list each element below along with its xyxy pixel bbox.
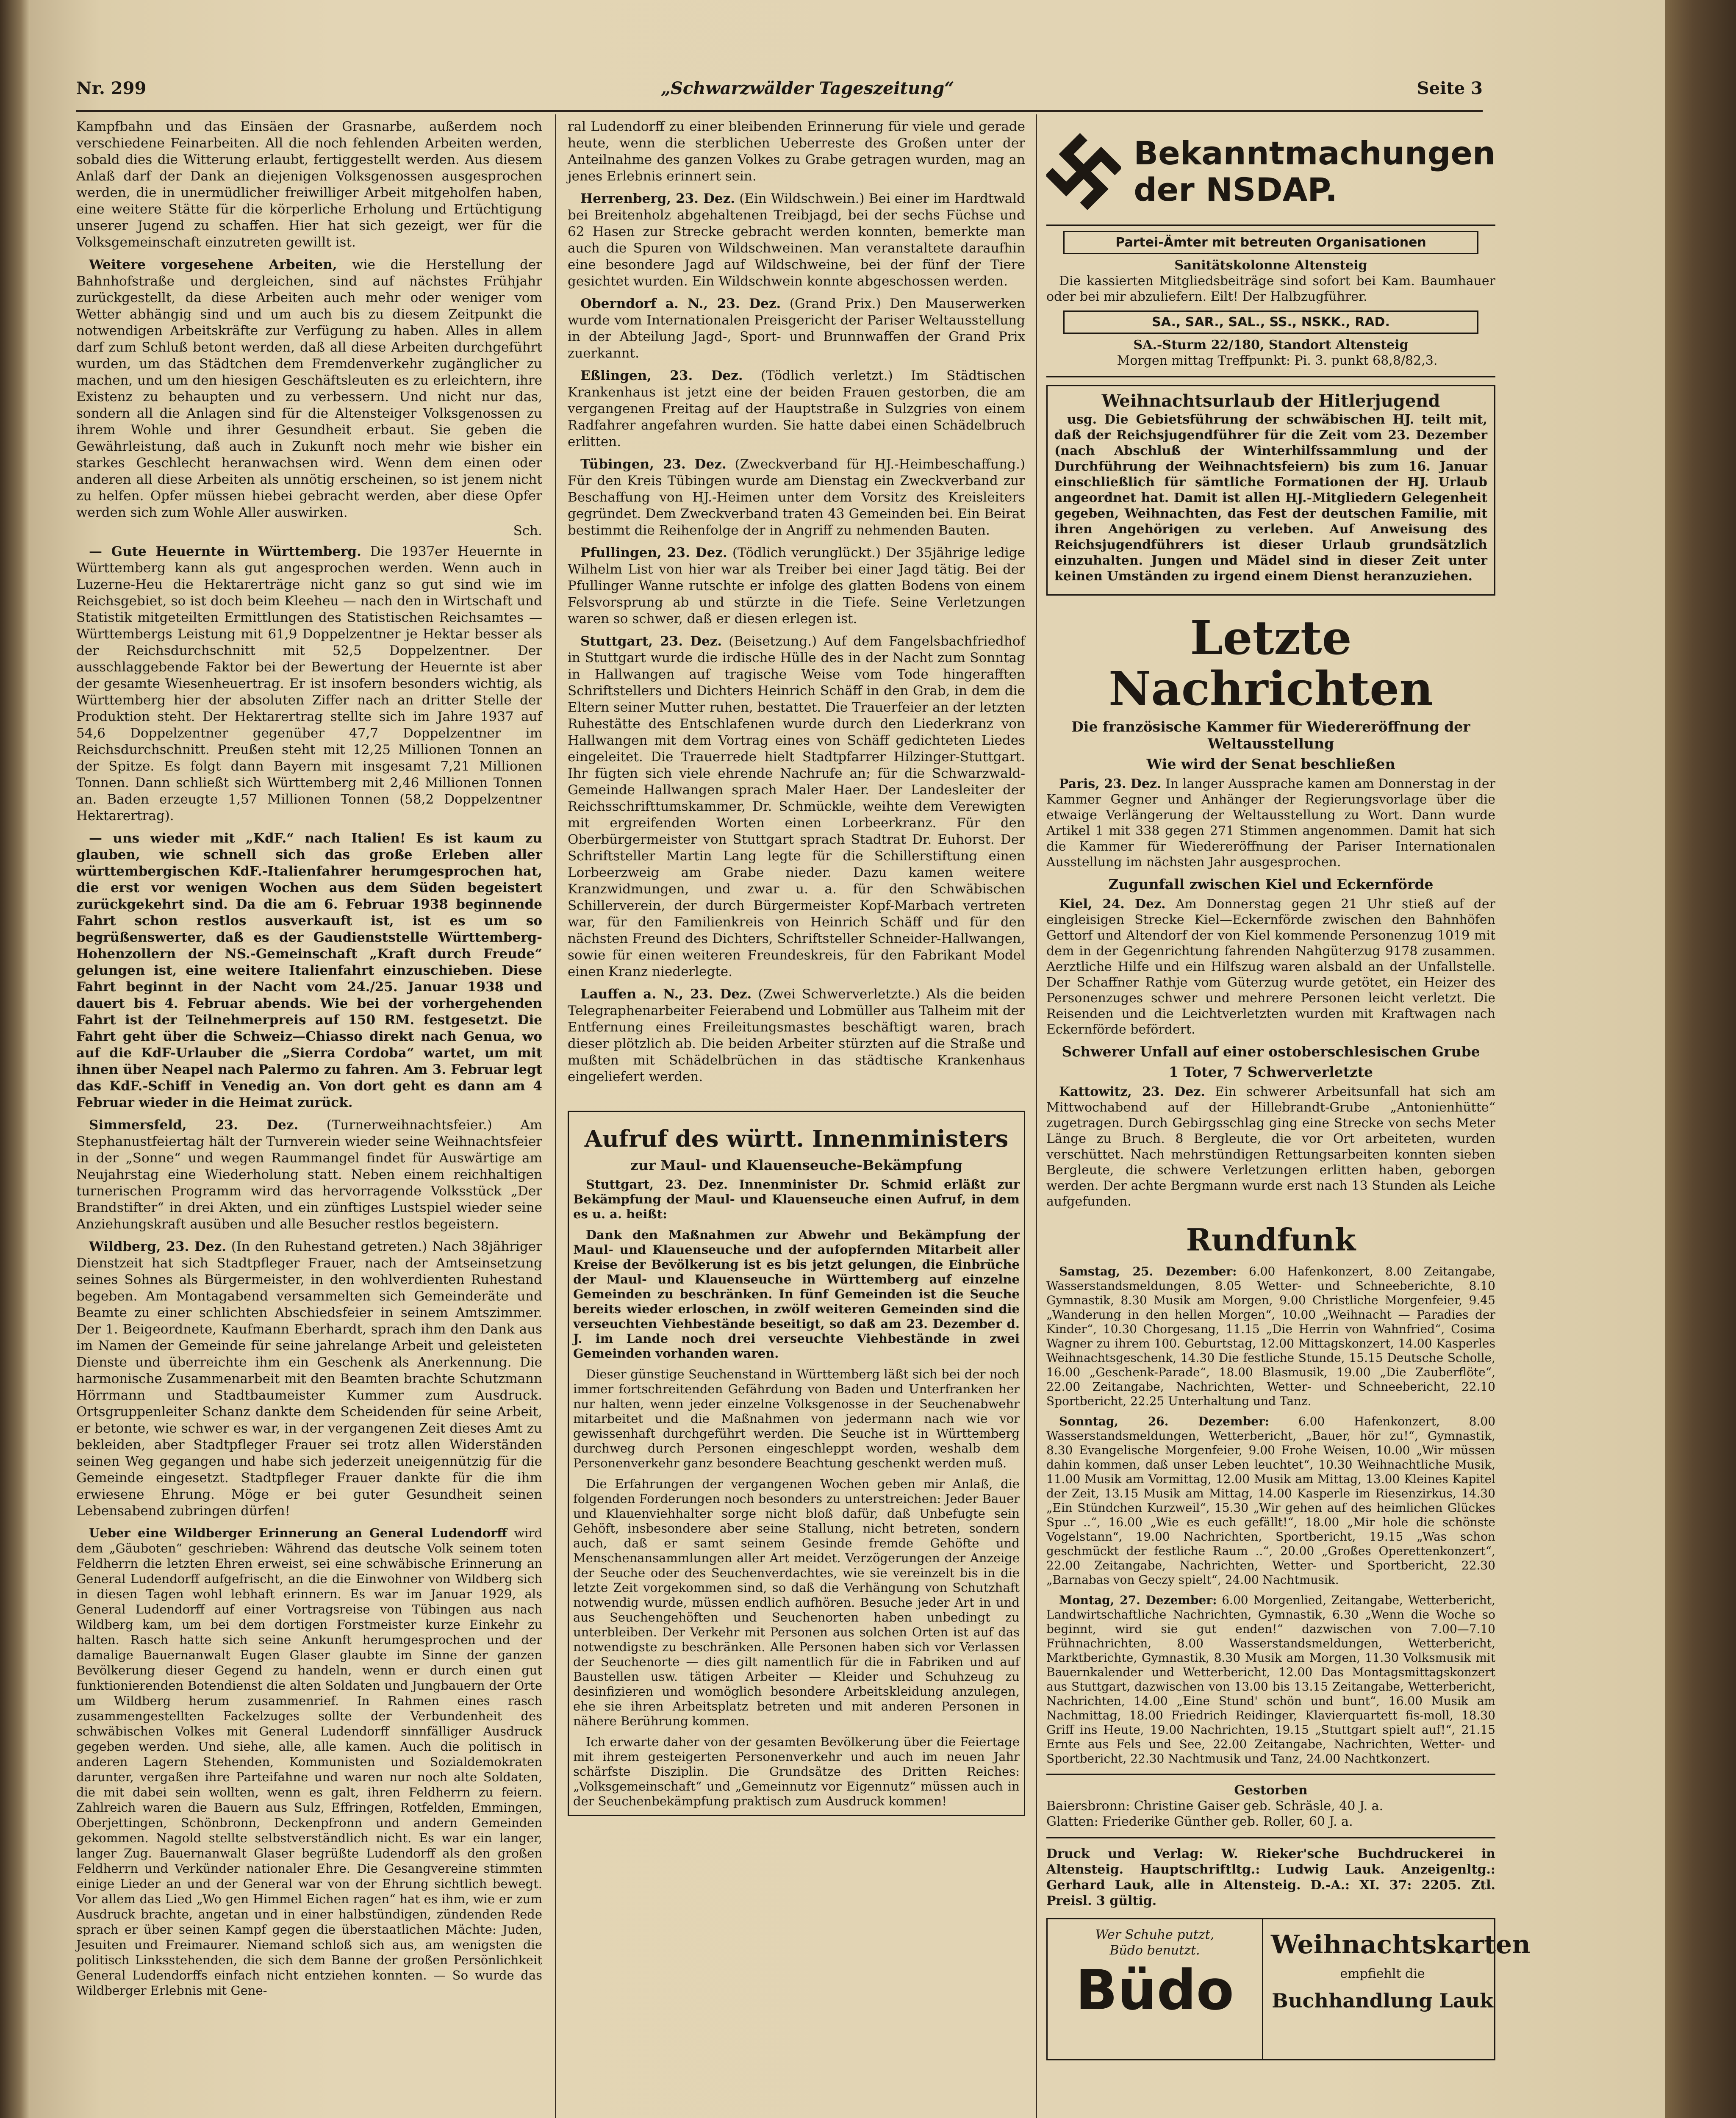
ad-shop: Buchhandlung Lauk: [1272, 1989, 1493, 2012]
sa-label: SA., SAR., SAL., SS., NSKK., RAD.: [1063, 310, 1478, 334]
article-paragraph: [76, 543, 542, 824]
nsdap-header: [1046, 119, 1495, 226]
partei-label: Partei-Ämter mit betreuten Organisationen: [1063, 231, 1478, 254]
page-edge: [1665, 0, 1736, 2118]
article-lead: Eßlingen, 23. Dez.: [580, 368, 743, 383]
article-lead: Weitere vorgesehene Arbeiten,: [89, 257, 337, 272]
notice-text: usg. Die Gebietsführung der schwäbischen HJ. teilt mit, daß der Reichsjugendführer für die Zeit vom 23. Dezember (nach Abschluß der Winterhilfssammlung und der Durchführung der Weihnachtsfeiern) bis zum 16. Januar einschließlich für sämtliche Formationen der HJ. Urlaub angeordnet hat. Damit ist allen HJ.-Mitgliedern Gelegenheit gegeben, Weihnachten, das Fest der deutschen Familie, mit ihren Angehörigen zu verleben. Auf Anweisung des Reichsjugendführers ist dieser Urlaub grundsätzlich einzuhalten. Jungen und Mädel sind in dieser Zeit unter keinen Umständen zu irgend einem Dienst heranzuziehen.: [1054, 412, 1487, 584]
news-subhead: Wie wird der Senat beschließen: [1146, 756, 1395, 772]
article-paragraph: [76, 1117, 542, 1233]
budo-advert: [1048, 1919, 1263, 2059]
weihnachtskarten-advert: [1271, 1919, 1531, 2059]
article-lead: Lauffen a. N., 23. Dez.: [580, 987, 752, 1002]
column-3: [1046, 119, 1531, 2060]
top-rule: [76, 110, 1483, 112]
article-paragraph: [1046, 776, 1495, 870]
emblem-icon: [1046, 131, 1121, 212]
article-paragraph: [568, 633, 1025, 980]
article-paragraph: [568, 986, 1025, 1085]
ad-text: empfiehlt die: [1340, 1966, 1425, 1981]
article-text: Ein schwerer Arbeitsunfall hat sich am Mittwochabend auf der Hillebrandt-Grube „Antonienhütte“ zugetragen. Durch Gebirgsschlag ging eine Strecke von sechs Meter Länge zu Bruch. 8 Bergleute, die vor Ort arbeiteten, wurden verschüttet. Nach mehrstündigen Rettungsarbeiten konnten sieben Bergleute, die schwere Verletzungen erlitten haben, geborgen werden. Der achte Bergmann wurde erst nach 13 Stunden als Leiche aufgefunden.: [1046, 1084, 1495, 1209]
issue-number: Nr. 299: [76, 78, 147, 98]
notice-text: Die kassierten Mitgliedsbeiträge sind sofort bei Kam. Baumhauer oder bei mir abzuliefern. Eilt! Der Halbzugführer.: [1046, 274, 1495, 304]
gestorben-title: Gestorben: [1234, 1783, 1308, 1798]
nsdap-title-line: Bekanntmachungen: [1134, 134, 1495, 172]
divider: [1046, 1774, 1495, 1775]
article-lead: Ueber eine Wildberger Erinnerung an General Ludendorff: [89, 1526, 507, 1540]
article-text: (Ein Wildschwein.) Bei einer im Hardtwald bei Breitenholz abgehaltenen Treibjagd, bei der sechs Füchse und 62 Hasen zur Strecke gebracht werden konnten, bemerkte man auch die Spuren von Wildschweinen. Man veranstaltete daraufhin eine besondere Jagd auf Wildschweine, bei der fünf der Tiere gesichtet wurden. Ein Wildschwein konnte abgeschossen werden.: [568, 191, 1025, 289]
article-paragraph: [76, 1525, 542, 1998]
section-head: Weihnachtsurlaub der Hitlerjugend: [1101, 391, 1440, 411]
article-lead: — Gute Heuernte in Württemberg.: [89, 544, 361, 559]
nsdap-title: [1134, 135, 1495, 208]
ad-brand: Büdo: [1075, 1958, 1234, 2022]
section-head: Sanitätskolonne Altensteig: [1174, 258, 1367, 273]
book-binding: [0, 0, 30, 2118]
radio-text: 6.00 Morgenlied, Zeitangabe, Wetterbericht, Landwirtschaftliche Nachrichten, Gymnastik, 6.30 „Wenn die Woche so beginnt, wird sie gut enden!“ dazwischen von 7.00—7.10 Frühnachrichten, 8.00 Wasserstandsmeldungen, Wetterbericht, Marktberichte, Gymnastik, 8.30 Musik am Morgen, 11.30 Volksmusik mit Bauernkalender und Wetterbericht, 12.00 Das Montagsmittagskonzert aus Stuttgart, dazwischen von 13.00 bis 13.15 Zeitangabe, Wetterbericht, Nachrichten, 14.00 „Eine Stund' schön und bunt“, 16.00 Musik am Nachmittag, 18.00 Friedrich Reidinger, Klavierquartett fis-moll, 18.30 Griff ins Heute, 19.00 Nachrichten, 19.15 „Stuttgart spielt auf!“, 21.15 Ernte aus Fels und See, 22.00 Zeitangabe, Nachrichten, Wetter- und Sportbericht, 22.30 Nachtmusik und Tanz, 24.00 Nachtkonzert.: [1046, 1593, 1495, 1766]
article-text: Ich erwarte daher von der gesamten Bevölkerung über die Feiertage mit ihrem gesteigerten Personenverkehr und auch im neuen Jahr schärfste Disziplin. Die Grundsätze des Dritten Reiches: „Volksgemeinschaft“ und „Gemeinnutz vor Eigennutz“ müssen auch in der Seuchenbekämpfung praktisch zum Ausdruck kommen!: [573, 1735, 1020, 1808]
article-text: Dieser günstige Seuchenstand in Württemberg läßt sich bei der noch immer fortschreitenden Gefährdung von Baden und Unterfranken her nur halten, wenn jeder einzelne Volksgenosse in der Seuchenabwehr mitarbeitet und die Maßnahmen von jedermann nach wie vor gewissenhaft durchgeführt werden. Die Seuche ist in Württemberg durchweg durch Personen eingeschleppt worden, weshalb dem Personenverkehr ganz besondere Beachtung geschenkt werden muß.: [573, 1367, 1020, 1470]
page-number: Seite 3: [1417, 78, 1483, 98]
article-text: (Tödlich verunglückt.) Der 35jährige ledige Wilhelm List von hier war als Treiber bei einer Jagd tätig. Bei der Pfullinger Wanne rutschte er infolge des glatten Bodens von einem Felsvorsprung ab und stürzte in die Tiefe. Seine Verletzungen waren so schwer, daß er diesen erlegen ist.: [568, 545, 1026, 627]
aufruf-box: [568, 1111, 1025, 1816]
column-divider: [1036, 114, 1037, 2118]
column-1: [76, 119, 542, 2004]
notice-text: Morgen mittag Treffpunkt: Pi. 3. punkt 68,8/82,3.: [1117, 353, 1438, 368]
article-paragraph: [568, 545, 1025, 627]
article-lead: Wildberg, 23. Dez.: [89, 1239, 227, 1254]
article-paragraph: [568, 456, 1025, 539]
article-text: wie die Herstellung der Bahnhofstraße und dergleichen, sind auf nächstes Frühjahr zurückgestellt, da diese Arbeiten auch mehr oder weniger vom Wetter abhängig sind und um auch bis zu diesem Zeitpunkt die notwendigen Arbeitskräfte zur Verfügung zu haben. Alles in allem darf zum Schluß betont werden, daß all diese Arbeiten durchgeführt wurden, um das Städtchen dem Fremdenverkehr zugänglicher zu machen, und um den hiesigen Geschäftsleuten es zu erleichtern, ihre Existenz zu behaupten und zu verbessern. Und nicht nur das, sondern all die Anlagen sind für die Altensteiger Volksgenossen zu ihrem Wohle und ihrer Gesundheit erbaut. Sie geben die Gewährleistung, daß auch in Zukunft noch mehr wie bisher ein starkes Geschlecht heranwachsen wird. Wenn dem einen oder anderen all diese Arbeiten als unnötig erscheinen, so ist jenem nicht zu helfen. Opfer müssen hiebei gebracht werden, aber diese Opfer werden sich zum Wohle Aller auswirken.: [76, 257, 542, 520]
article-lead: Tübingen, 23. Dez.: [580, 457, 727, 472]
article-paragraph: [568, 191, 1025, 290]
article-paragraph: [1046, 896, 1495, 1037]
column-divider: [555, 114, 556, 2118]
article-text: (In den Ruhestand getreten.) Nach 38jähriger Dienstzeit hat sich Stadtpfleger Frauer, nach der Amtseinsetzung seines Sohnes als Bürgermeister, in den wohlverdienten Ruhestand begeben. Am Montagabend versammelten sich Gemeinderäte und Beamte zu einer schlichten Abschiedsfeier in seinem Amtszimmer. Der 1. Beigeordnete, Kaufmann Eberhardt, sprach ihm den Dank aus im Namen der Gemeinde für seine jahrelange Arbeit und geleisteten Dienste und überreichte ihm ein Geschenk als Anerkennung. Die harmonische Zusammenarbeit mit den Beamten brachte Schutzmann Hörrmann und Stadtbaumeister Kummer zum Ausdruck. Ortsgruppenleiter Schanz dankte dem Scheidenden für seine Arbeit, er betonte, wie schwer es war, in der vergangenen Zeit dieses Amt zu bekleiden, aber Stadtpfleger Frauer sei trotz allen Widerständen seinen Weg gegangen und habe sich jederzeit uneigennützig für die Gemeinde eingesetzt. Stadtpfleger Frauer dankte für die ihm erwiesene Ehrung. Möge er bei guter Gesundheit seinen Lebensabend zubringen dürfen!: [76, 1239, 543, 1519]
divider: [1046, 1837, 1495, 1838]
news-subhead: Schwerer Unfall auf einer ostoberschlesischen Grube: [1062, 1043, 1480, 1060]
article-paragraph: [568, 368, 1025, 450]
death-notice: Baiersbronn: Christine Gaiser geb. Schräsle, 40 J. a.: [1046, 1799, 1384, 1813]
impressum: Druck und Verlag: W. Rieker'sche Buchdruckerei in Altensteig. Hauptschriftltg.: Ludwig Lauk. Anzeigenltg.: Gerhard Lauk, alle in Altensteig. D.-A.: XI. 37: 2205. Ztl. Preisl. 3 gültig.: [1046, 1846, 1495, 1908]
article-text: ral Ludendorff zu einer bleibenden Erinnerung für viele und gerade heute, wenn die sterblichen Ueberreste des Großen unter der Anteilnahme des ganzen Volkes zu Grabe getragen wurden, mag an jenes Erlebnis erinnert sein.: [568, 119, 1025, 184]
article-lead: Herrenberg, 23. Dez.: [580, 191, 735, 206]
news-subhead: Zugunfall zwischen Kiel und Eckernförde: [1108, 876, 1434, 893]
radio-text: 6.00 Hafenkonzert, 8.00 Zeitangabe, Wasserstandsmeldungen, 8.05 Wetter- und Schneeberichte, 8.10 Gymnastik, 8.30 Musik am Morgen, 9.00 Christliche Morgenfeier, 9.45 „Wanderung in den hellen Morgen“, 10.00 „Weihnacht — Paradies der Kinder“, 10.30 Chorgesang, 11.15 „Die Herrin von Wahnfried“, Cosima Wagner zu ihrem 100. Geburtstag, 12.00 Mittagskonzert, 14.00 Kasperles Weihnachtsgeschenk, 14.30 Die festliche Stunde, 15.15 Deutsche Scholle, 16.00 „Geschenk-Parade“, 18.00 Blasmusik, 19.00 „Die Zauberflöte“, 22.00 Zeitangabe, Nachrichten, Wetter- und Schneebericht, 22.10 Sportbericht, 22.25 Unterhaltung und Tanz.: [1046, 1264, 1495, 1408]
article-paragraph: [76, 1239, 542, 1519]
article-lead: Pfullingen, 23. Dez.: [580, 545, 727, 560]
news-subhead: 1 Toter, 7 Schwerverletzte: [1169, 1064, 1373, 1080]
rundfunk-title: Rundfunk: [1186, 1222, 1356, 1258]
article-lead: Stuttgart, 23. Dez.: [580, 634, 722, 649]
article-text: Am Donnerstag gegen 21 Uhr stieß auf der eingleisigen Strecke Kiel—Eckernförde zwischen den Bahnhöfen Gettorf und Altendorf der von Kiel kommende Personenzug 1019 mit dem in der Gegenrichtung fahrenden Nahgüterzug 9178 zusammen. Aerztliche Hilfe und ein Hilfszug waren alsbald an der Unfallstelle. Der Schaffner Rathje vom Güterzug wurde getötet, ein Heizer des Personenzuges schwer und mehrere Personen leicht verletzt. Die Reisenden und die Leichtverletzten wurden mit Kraftwagen nach Eckernförde befördert.: [1046, 897, 1496, 1037]
ad-slogan: Büdo benutzt.: [1109, 1943, 1200, 1958]
article-text: wird dem „Gäuboten“ geschrieben: Während das deutsche Volk seinem toten Feldherrn die letzten Ehren erweist, sei eine schwäbische Erinnerung an General Ludendorff aufgefrischt, an die die Einwohner von Wildberg sich in diesen Tagen wohl lebhaft erinnern. Es war im Januar 1929, als General Ludendorff auf einer Vortragsreise von Tübingen aus nach Wildberg kam, um bei dem dortigen Forstmeister kurze Einkehr zu halten. Rasch hatte sich seine Ankunft herumgesprochen und der damalige Bauernanwalt Eugen Glaser glaubte im Sinne der ganzen Bevölkerung dieser Gegend zu handeln, wenn er durch einen gut funktionierenden Botendienst die alten Soldaten und Jungbauern der Orte um Wildberg herum zusammenrief. In Rahmen eines rasch zusammengestellten Fackelzuges sollte der Verbundenheit des schwäbischen Volkes mit General Ludendorff sinnfälliger Ausdruck gegeben werden. Und siehe, alle, alle kamen. Auch die politisch in anderen Lagern Stehenden, Kommunisten und Sozialdemokraten darunter, vergaßen ihre Parteifahne und waren nur noch alte Soldaten, die mit dabei sein wollten, wenn es galt, ihren Feldherrn zu feiern. Zahlreich waren die Bauern aus Sulz, Effringen, Rotfelden, Emmingen, Oberjettingen, Schönbronn, Deckenpfronn und andern Gemeinden gekommen. Nagold stellte selbstverständlich nicht. Es war ein langer, langer Zug. Bauernanwalt Glaser begrüßte Ludendorff als den großen Feldherrn und Verkünder nationaler Ehre. Die Gesangvereine stimmten einige Lieder an und der General war von der Ehrung sichtlich bewegt. Vor allem das Lied „Wo gen Himmel Eichen ragen“ hat es ihm, wie er zum Ausdruck brachte, angetan und in einer halbstündigen, zündenden Rede sprach er über seinen Kampf gegen die überstaatlichen Mächte: Juden, Jesuiten und Freimaurer. Niemand schloß sich aus, am wenigsten die politisch Linksstehenden, die sich dem Banne der großen Persönlichkeit General Ludendorffs einfach nicht entziehen konnten. — So wurde das Wildberger Erlebnis mit Gene-: [76, 1526, 542, 1998]
article-paragraph: [76, 257, 542, 521]
article-paragraph: [573, 1177, 1020, 1222]
article-lead: Paris, 23. Dez.: [1059, 776, 1162, 791]
ad-slogan: Wer Schuhe putzt,: [1095, 1927, 1215, 1942]
article-lead: Kattowitz, 23. Dez.: [1059, 1084, 1205, 1099]
article-lead: Stuttgart, 23. Dez.: [586, 1177, 728, 1192]
article-text: Innenminister Dr. Schmid erläßt zur Bekämpfung der Maul- und Klauenseuche einen Aufruf, in dem es u. a. heißt:: [573, 1177, 1020, 1221]
article-lead: Simmersfeld, 23. Dez.: [89, 1117, 299, 1133]
article-text: (Grand Prix.) Den Mauserwerken wurde vom Internationalen Preisgericht der Pariser Weltausstellung in der Abteilung Jagd-, Sport- und Brunnwaffen der Grand Prix zuerkannt.: [568, 296, 1026, 361]
masthead: [76, 78, 1483, 108]
divider: [1046, 376, 1495, 377]
radio-text: 6.00 Hafenkonzert, 8.00 Wasserstandsmeldungen, Wetterbericht, „Bauer, hör zu!“, Gymnastik, 8.30 Evangelische Morgenfeier, 9.00 Frohe Weisen, 10.00 „Wir müssen dahin kommen, daß unser Leben leuchtet“, 10.30 Weihnachtliche Musik, 11.00 Musik am Vormittag, 12.00 Musik am Mittag, 13.00 Kleines Kapitel der Zeit, 13.15 Musik am Mittag, 14.00 Kasperle im Riesenzirkus, 14.30 „Ein Stündchen Kurzweil“, 15.30 „Wir gehen auf des heimlichen Glückes Spur ..“, 16.00 „Wie es euch gefällt!“, 18.00 „Mir hole die schönste Vogelstann“, 19.00 Nachrichten, Sportbericht, 19.15 „Was schon geschmückt der festliche Raum ..“, 20.00 „Großes Operettenkonzert“, 22.00 Zeitangabe, Nachrichten, Wetter- und Sportbericht, 22.30 „Barnabas von Geczy spielt“, 24.00 Nachtmusik.: [1046, 1414, 1496, 1587]
article-text: Kampfbahn und das Einsäen der Grasnarbe, außerdem noch verschiedene Feinarbeiten. All die noch fehlenden Arbeiten werden, sobald dies die Witterung erlaubt, fertiggestellt werden. Aus diesem Anlaß darf der Dank an diejenigen Volksgenossen ausgesprochen werden, die in unermüdlicher freiwilliger Arbeit mitgeholfen haben, eine weitere Stätte für die körperliche Erholung und Ertüchtigung unserer Jugend zu schaffen. Hier hat sich gezeigt, wer für die Volksgemeinschaft einzutreten gewillt ist.: [76, 119, 542, 250]
radio-program: [1046, 1593, 1495, 1766]
article-text: (Beisetzung.) Auf dem Fangelsbachfriedhof in Stuttgart wurde die irdische Hülle des in der Nacht zum Sonntag in Hallwangen auf tragische Weise vom Tode hingerafften Schriftstellers und Dichters Heinrich Schäff in den Grab, in dem die Eltern seiner Mutter ruhen, bestattet. Die Trauerfeier an der letzten Ruhestätte des Entschlafenen wurde durch den Liederkranz von Hallwangen mit dem Vortrag eines von Schäff gedichteten Liedes eingeleitet. Die Trauerrede hielt Stadtpfarrer Hilzinger-Stuttgart. Ihr fügten sich viele ehrende Nachrufe an; für die Schwarzwald-Gemeinde Hallwangen sprach Maler Haer. Der Landesleiter der Reichsschrifttumskammer, Dr. Schmückle, weihte dem Verewigten mit ergreifenden Worten einen Lorbeerkranz. Für den Oberbürgermeister von Stuttgart sprach Stadtrat Dr. Euhorst. Der Schriftsteller Martin Lang legte für die Schillerstiftung einen Lorbeerzweig am Grabe nieder. Dazu kamen weitere Kranzwidmungen, und zwar u. a. für den Schwäbischen Schillerverein, der durch Bürgermeister Kopf-Marbach vertreten war, für den Familienkreis von Heinrich Schäff und für den nächsten Freund des Dichters, Schriftsteller Schneider-Hallwangen, sowie für einen weiteren Freundeskreis, für den Fabrikant Model einen Kranz niederlegte.: [568, 634, 1025, 979]
article-text: In langer Aussprache kamen am Donnerstag in der Kammer Gegner und Anhänger der Regierungsvorlage über die etwaige Verlängerung der Weltausstellung zu Wort. Dann wurde Artikel 1 mit 338 gegen 271 Stimmen angenommen. Damit hat sich die Kammer für Wiedereröffnung der Pariser Internationalen Ausstellung im nächsten Jahr ausgesprochen.: [1046, 776, 1495, 870]
newspaper-title: „Schwarzwälder Tageszeitung“: [661, 78, 954, 98]
death-notice: Glatten: Friederike Günther geb. Roller, 60 J. a.: [1046, 1814, 1353, 1829]
article-text: Die Erfahrungen der vergangenen Wochen geben mir Anlaß, die folgenden Forderungen noch besonders zu unterstreichen: Jeder Bauer und Klauenviehhalter sorge nicht bloß dafür, daß Unbefugte sein Gehöft, insbesondere aber seine Stallung, nicht betreten, sondern auch, daß er samt seinem Gesinde fremde Gehöfte und Menschenansammlungen aller Art meidet. Verzögerungen der Anzeige der Seuche oder des Seuchenverdachtes, wie sie vereinzelt bis in die letzte Zeit vorgekommen sind, so daß die Verhängung von Schutzhaft notwendig wurde, müssen endlich aufhören. Besuche jeder Art in und aus Seuchengehöften und Seuchenorten haben unbedingt zu unterbleiben. Der Verkehr mit Personen aus solchen Orten ist auf das notwendigste zu beschränken. Alle Personen haben sich vor Verlassen der Seuchenorte — dies gilt namentlich für die in Fabriken und auf Baustellen usw. tätigen Arbeiter — Kleider und Schuhzeug zu desinfizieren und womöglich besondere Arbeitskleidung anzulegen, ehe sie ihren Arbeitsplatz betreten und mit anderen Personen in nähere Berührung kommen.: [573, 1477, 1020, 1728]
article-paragraph: [76, 830, 542, 1111]
article-text: Es ist kaum zu glauben, wie schnell sich das große Erleben aller württembergischen KdF.-Italienfahrer herumgesprochen hat, die erst vor wenigen Wochen aus dem Süden begeistert zurückgekehrt sind. Da die am 6. Februar 1938 beginnende Fahrt schon restlos ausverkauft ist, ist es um so begrüßenswerter, daß es der Gaudienststelle Württemberg-Hohenzollern der NS.-Gemeinschaft „Kraft durch Freude“ gelungen ist, eine weitere Italienfahrt einzuschieben. Diese Fahrt beginnt in der Nacht vom 24./25. Januar 1938 und dauert bis 4. Februar abends. Wie bei der vorhergehenden Fahrt ist der Teilnehmerpreis auf 150 RM. festgesetzt. Die Fahrt geht über die Schweiz—Chiasso direkt nach Genua, wo auf die KdF-Urlauber die „Sierra Cordoba“ wartet, um mit ihnen über Neapel nach Palermo zu fahren. Am 3. Februar legt das KdF.-Schiff in Venedig an. Von dort geht es dann am 4 Februar wieder in die Heimat zurück.: [76, 831, 542, 1110]
nsdap-title-line: der NSDAP.: [1134, 171, 1338, 208]
article-signature: Sch.: [513, 523, 542, 538]
section-head: SA.-Sturm 22/180, Standort Altensteig: [1133, 338, 1409, 352]
ad-title: Weihnachtskarten: [1271, 1930, 1531, 1960]
radio-day: Samstag, 25. Dezember:: [1059, 1264, 1237, 1278]
news-subhead: Die französische Kammer für Wiedereröffnung der Weltausstellung: [1071, 718, 1470, 752]
letzte-nachrichten-title: Letzte Nachrichten: [1108, 610, 1434, 716]
article-text: Die 1937er Heuernte in Württemberg kann als gut angesprochen werden. Wenn auch in Luzerne-Heu die Hektarerträge nicht ganz so gut sind wie im Reichsgebiet, so ist doch beim Kleeheu — nach den in Wirtschaft und Statistik mitgeteilten Ermittlungen des Statistischen Reichsamtes — Württembergs Leistung mit 61,9 Doppelzentner je Hektar besser als der Reichsdurchschnitt mit 52,5 Doppelzentner. Der ausschlaggebende Faktor bei der Bewertung der Heuernte ist aber der gesamte Wiesenheuertrag. Er ist insofern besonders wichtig, als Württemberg hier der absoluten Ziffer nach an dritter Stelle der Produktion steht. Der Hektarertrag stellte sich im Jahre 1937 auf 54,6 Doppelzentner gegenüber 47,7 Doppelzentner im Reichsdurchschnitt. Preußen steht mit 12,25 Millionen Tonnen an der Spitze. Es folgt dann Bayern mit insgesamt 7,21 Millionen Tonnen. Dann schließt sich Württemberg mit 2,46 Millionen Tonnen an. Baden erzeugte 1,57 Millionen Tonnen (58,2 Doppelzentner Hektarertrag).: [76, 544, 542, 823]
hj-notice: [1046, 385, 1495, 596]
article-text: (Zweckverband für HJ.-Heimbeschaffung.) Für den Kreis Tübingen wurde am Dienstag ein Zweckverband zur Beschaffung von HJ.-Heimen unter dem Vorsitz des Kreisleiters gegründet. Dem Zweckverband traten 43 Gemeinden bei. Ein Beirat bestimmt die Reihenfolge der in Angriff zu nehmenden Bauten.: [568, 457, 1025, 538]
column-2: [568, 119, 1025, 1816]
radio-program: [1046, 1264, 1495, 1408]
radio-day: Montag, 27. Dezember:: [1059, 1593, 1217, 1607]
aufruf-subtitle: zur Maul- und Klauenseuche-Bekämpfung: [630, 1157, 963, 1173]
article-paragraph: [568, 296, 1025, 362]
article-lead: Oberndorf a. N., 23. Dez.: [580, 296, 781, 311]
aufruf-title: Aufruf des württ. Innenministers: [584, 1125, 1009, 1152]
advert-row: [1046, 1918, 1531, 2060]
article-text: (Tödlich verletzt.) Im Städtischen Krankenhaus ist jetzt eine der beiden Frauen gestorben, die am vergangenen Freitag auf der Hauptstraße in Sulzgries von einem Radfahrer angefahren wurden. Sie hatte dabei einen Schädelbruch erlitten.: [568, 368, 1025, 449]
radio-program: [1046, 1414, 1495, 1587]
radio-day: Sonntag, 26. Dezember:: [1059, 1414, 1270, 1428]
article-text: (Turnerweihnachtsfeier.) Am Stephanustfeiertag hält der Turnverein wieder seine Weihnachtsfeier in der „Sonne“ und wegen Raummangel findet für Auswärtige am Neujahrstag eine Wiederholung statt. Neben einem reichhaltigen turnerischen Programm wird das hervorragende Volksstück „Der Brandstifter“ in drei Akten, und ein zünftiges Lustspiel wieder seine Anziehungskraft ausüben und alle Besucher restlos begeistern.: [76, 1117, 542, 1232]
article-text: Dank den Maßnahmen zur Abwehr und Bekämpfung der Maul- und Klauenseuche und der aufopfernden Mitarbeit aller Kreise der Bevölkerung ist es bis jetzt gelungen, die Einbrüche der Maul- und Klauenseuche in Württemberg auf einzelne Gemeinden zu beschränken. In fünf Gemeinden ist die Seuche bereits wieder erloschen, in zwölf weiteren Gemeinden sind die verseuchten Viehbestände beseitigt, so daß am 23. Dezember d. J. im Lande noch drei verseuchte Viehbestände in zwei Gemeinden vorhanden waren.: [573, 1228, 1020, 1361]
article-paragraph: [1046, 1084, 1495, 1209]
article-text: (Zwei Schwerverletzte.) Als die beiden Telegraphenarbeiter Feierabend und Lobmüller aus Talheim mit der Entfernung eines Freileitungsmastes beschäftigt waren, brach dieser plötzlich ab. Die beiden Arbeiter stürzten auf die Straße und mußten mit Schädelbrüchen in das städtische Krankenhaus eingeliefert werden.: [568, 987, 1025, 1084]
article-lead: Kiel, 24. Dez.: [1059, 897, 1166, 912]
article-lead: — uns wieder mit „KdF.“ nach Italien!: [89, 831, 406, 846]
